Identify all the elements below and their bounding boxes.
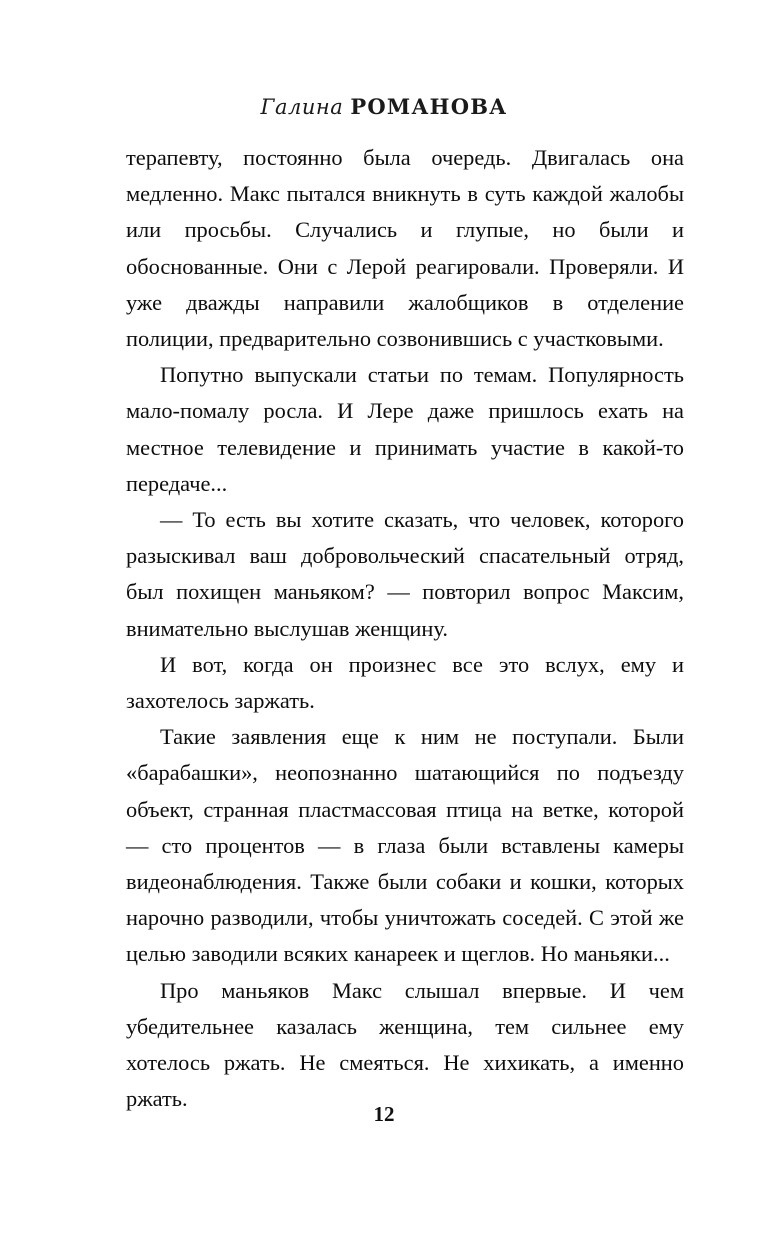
page-body-text [126,140,684,1117]
paragraph: — То есть вы хотите сказать, что человек, которого разыскивал ваш добровольческий спасательный отряд, был похищен маньяком? — повторил вопрос Максим, внимательно выслушав женщину. [126,507,684,641]
author-first-name: Галина [260,95,344,119]
paragraph: Такие заявления еще к ним не поступали. Были «барабашки», неопознанно шатающийся по подъезду объект, странная пластмассовая птица на ветке, которой — сто процентов — в глаза были вставлены камеры видеонаблюдения. Также были собаки и кошки, которых нарочно разводили, чтобы уничтожать соседей. С этой же целью заводили всяких канареек и щеглов. Но маньяки... [126,724,684,967]
paragraph: Про маньяков Макс слышал впервые. И чем убедительнее казалась женщина, тем сильнее ему хотелось ржать. Не смеяться. Не хихикать, а именно ржать. [126,977,684,1112]
paragraph: Попутно выпускали статьи по темам. Популярность мало-помалу росла. И Лере даже пришлось ехать на местное телевидение и принимать участие в какой-то передаче... [126,362,684,496]
paragraph: И вот, когда он произнес все это вслух, ему и захотелось заржать. [126,651,684,714]
page-number: 12 [373,1102,395,1126]
running-head [0,94,768,119]
paragraph: терапевту, постоянно была очередь. Двигалась она медленно. Макс пытался вникнуть в суть каждой жалобы или просьбы. Случались и глупые, но были и обоснованные. Они с Лерой реагировали. Проверяли. И уже дважды направили жалобщиков в отделение полиции, предварительно созвонившись с участковыми. [126,145,684,352]
author-surname: РОМАНОВА [350,94,508,119]
